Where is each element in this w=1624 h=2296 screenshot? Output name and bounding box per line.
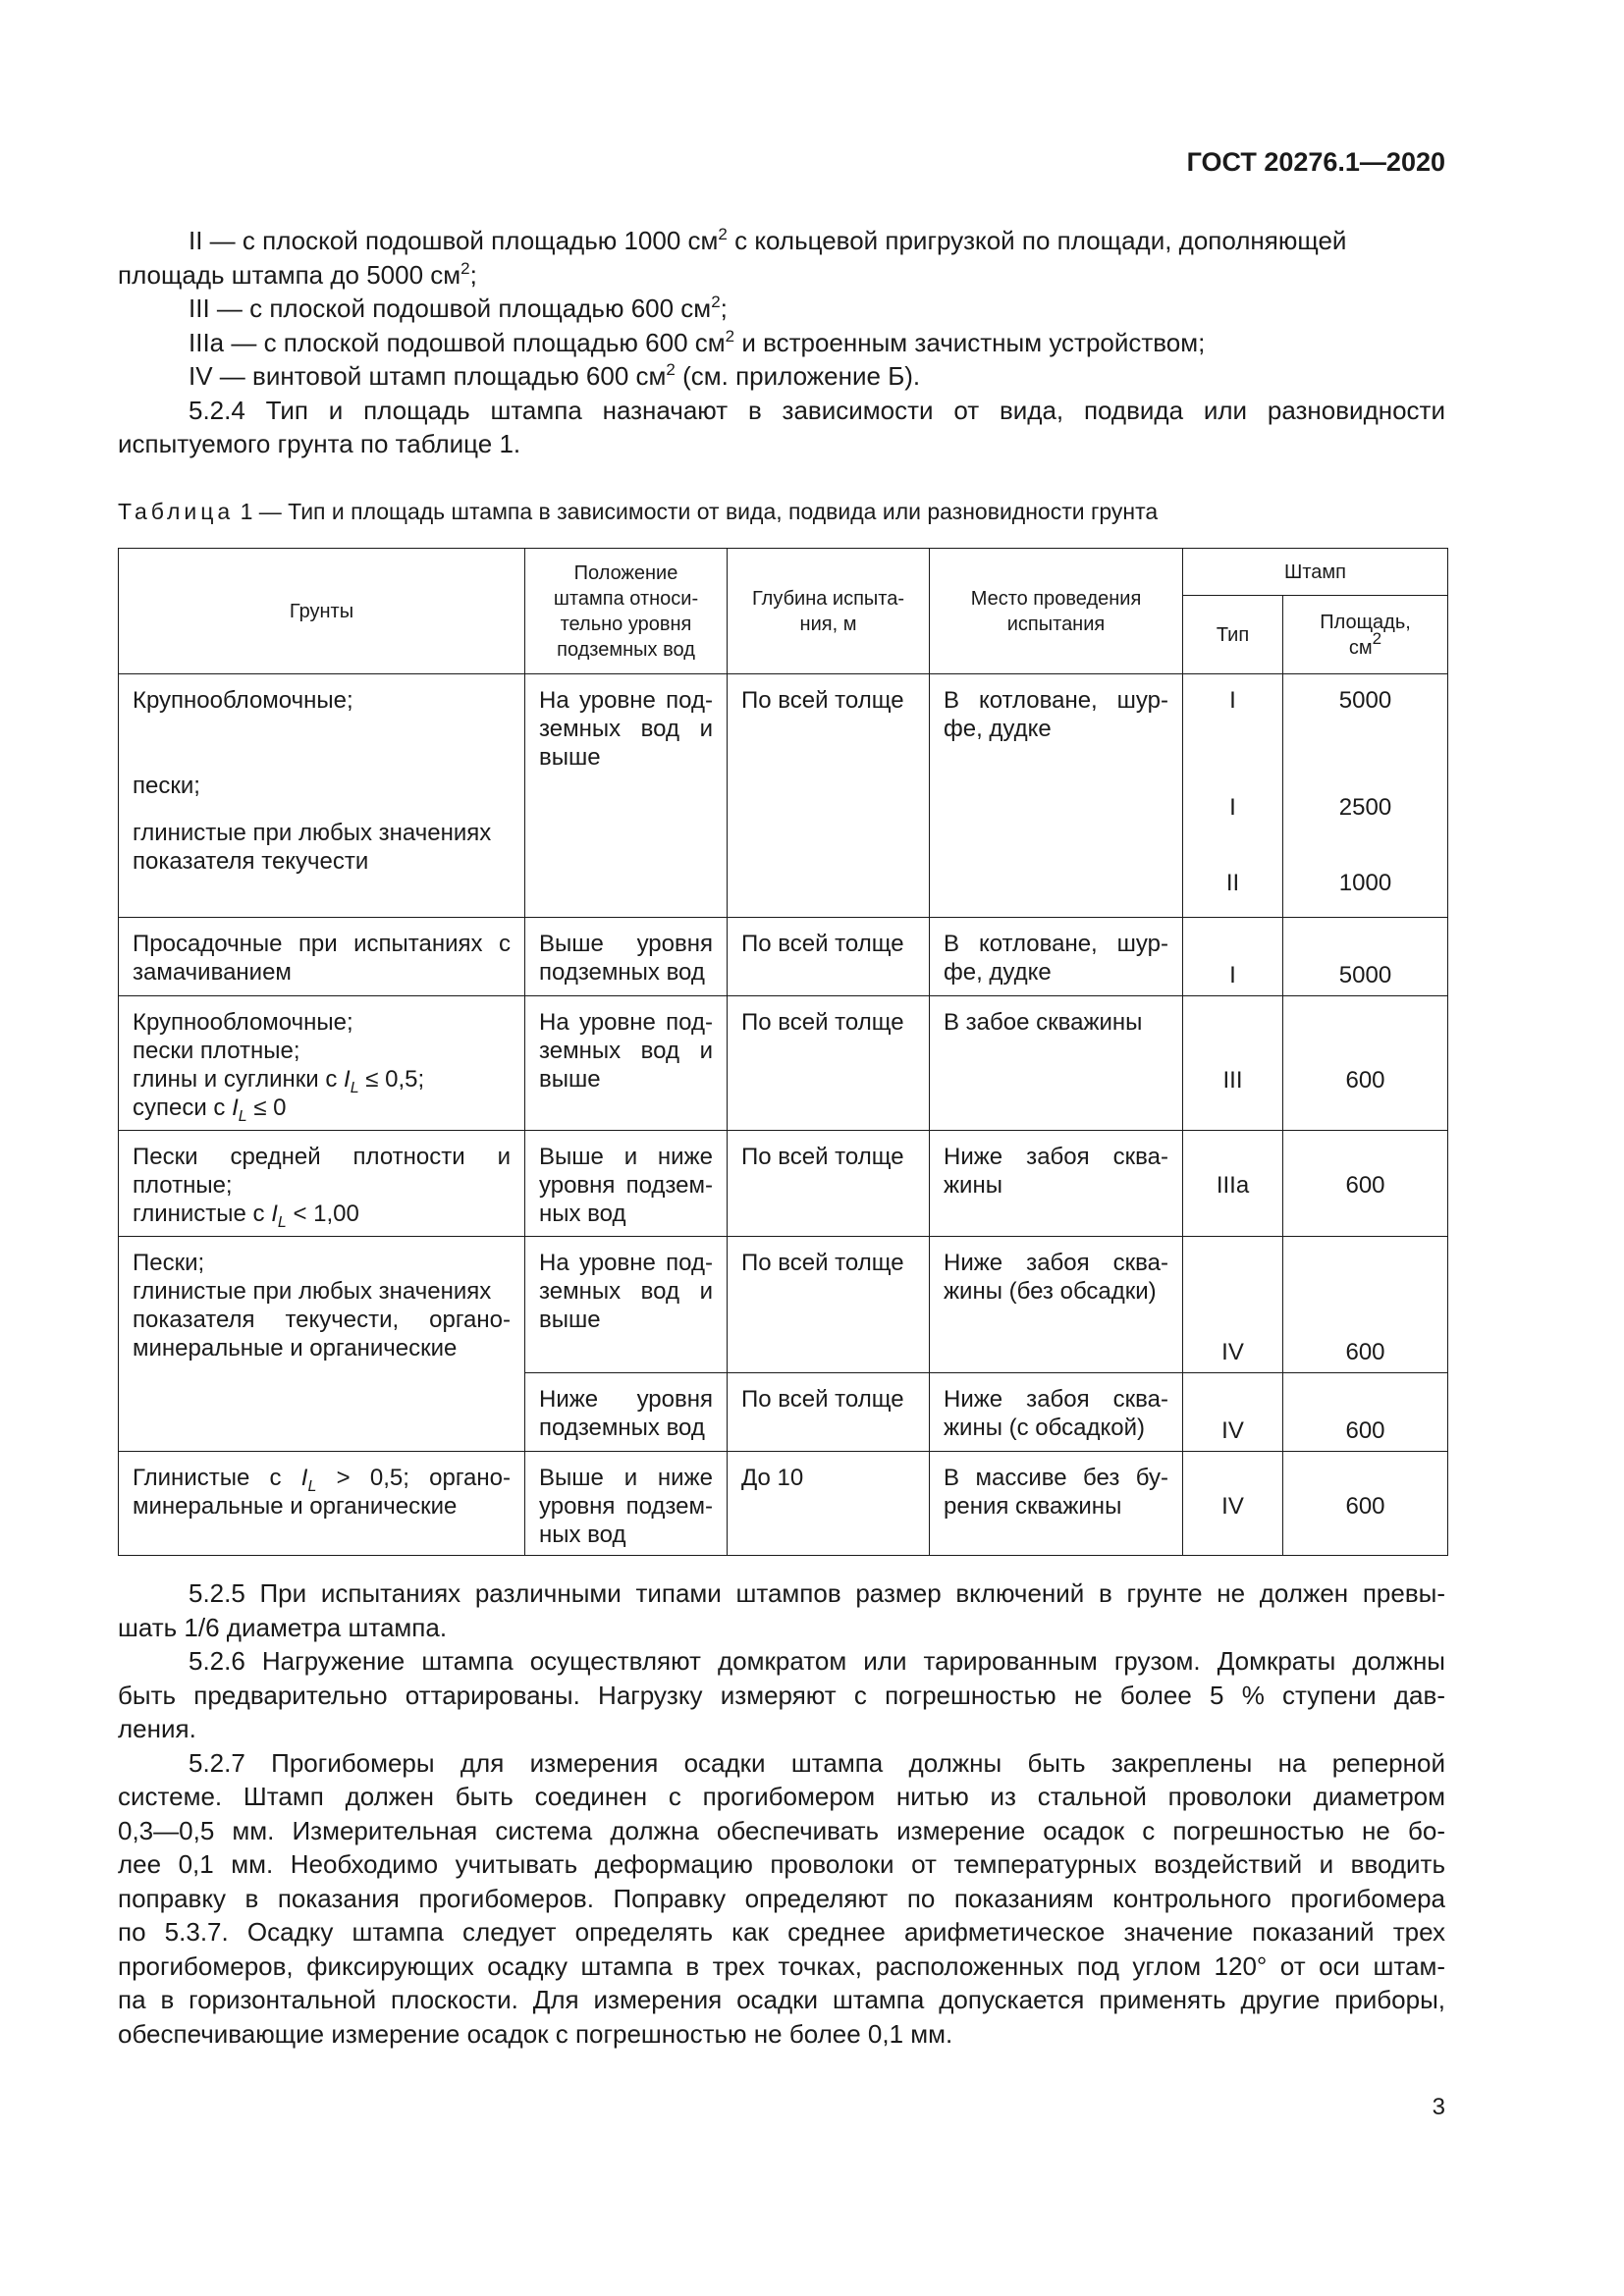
- cell-type: IV: [1221, 1417, 1244, 1444]
- cell-depth: По всей толще: [741, 1386, 904, 1413]
- table-row: [119, 1131, 1448, 1237]
- cell-position: Выше и ниже уровня подзем- ных вод: [539, 1144, 713, 1227]
- cell-position: На уровне под- земных вод и выше: [539, 1009, 713, 1093]
- item-II: II — с плоской подошвой площадью 1000 $см^2$ с кольцевой пригрузкой по площади, дополняющей: [189, 225, 1347, 255]
- paragraph-5-2-7: 5.2.7 Прогибомеры для измерения осадки штампа должны быть закреплены на реперной: [189, 1747, 1445, 1778]
- paragraph-5-2-7-line7: прогибомеров, фиксирующих осадку штампа в трех точках, расположенных под углом 120° от оси штам-: [118, 1950, 1445, 1981]
- header-stamp: Штамп: [1183, 549, 1448, 596]
- table-caption: [118, 499, 1158, 525]
- paragraph-5-2-7-line9: обеспечивающие измерение осадок с погрешностью не более 0,1 мм.: [118, 2018, 953, 2049]
- cell-area: 600: [1345, 1172, 1385, 1199]
- cell-place: В массиве без бу- рения скважины: [944, 1465, 1168, 1520]
- paragraph-5-2-7-line5: поправку в показания прогибомеров. Поправку определяют по показаниям контрольного прогибомера: [118, 1883, 1445, 1913]
- header-position: Положение штампа относи- тельно уровня подземных вод: [525, 549, 728, 674]
- header-area: Площадь, $см^2$: [1283, 596, 1448, 674]
- cell-depth: До 10: [741, 1465, 804, 1491]
- paragraph-5-2-6-line2: быть предварительно оттарированы. Нагрузку измеряют с погрешностью не более 5 % ступени дав-: [118, 1680, 1445, 1710]
- table-row: [119, 918, 1448, 996]
- cell-soil: Крупнообломочные; пески; глинистые при любых значениях показателя текучести: [133, 687, 492, 875]
- cell-type: IV: [1221, 1493, 1244, 1520]
- cell-place: Ниже забоя сква- жины (без обсадки): [944, 1250, 1168, 1305]
- cell-type: IIIa: [1216, 1172, 1250, 1199]
- paragraph-5-2-5-continued: шать 1/6 диаметра штампа.: [118, 1612, 448, 1642]
- header-place: Место проведения испытания: [930, 549, 1183, 674]
- cell-area: 600: [1345, 1493, 1385, 1520]
- cell-area: 600: [1345, 1067, 1385, 1094]
- paragraph-5-2-7-line8: па в горизонтальной плоскости. Для измерения осадки штампа допускается применять другие приборы,: [118, 1985, 1445, 2014]
- header-depth: Глубина испыта- ния, м: [728, 549, 930, 674]
- cell-soil: Глинистые с $I_L > 0,5$; органо- минеральные и органические: [133, 1465, 511, 1520]
- paragraph-5-2-7-line6: по 5.3.7. Осадку штампа следует определять как среднее арифметическое значение показаний трех: [118, 1917, 1445, 1947]
- paragraph-5-2-6: 5.2.6 Нагружение штампа осуществляют домкратом или тарированным грузом. Домкраты должны: [189, 1646, 1445, 1676]
- paragraph-5-2-7-line3: 0,3—0,5 мм. Измерительная система должна обеспечивать измерение осадок с погрешностью не бо-: [118, 1815, 1445, 1845]
- cell-type: III: [1222, 1067, 1243, 1094]
- intro-text: [118, 224, 1445, 461]
- table-caption-label: Таблица: [118, 499, 235, 524]
- cell-position: Выше уровня подземных вод: [539, 931, 713, 986]
- cell-place: В забое скважины: [944, 1009, 1143, 1036]
- cell-place: Ниже забоя сква- жины (с обсадкой): [944, 1386, 1168, 1441]
- body-text: [118, 1576, 1445, 2051]
- page-number: 3: [1432, 2094, 1445, 2120]
- cell-depth: По всей толще: [741, 687, 904, 714]
- cell-area: 600: [1345, 1417, 1385, 1444]
- paragraph-5-2-7-line2: системе. Штамп должен быть соединен с прогибомером нитью из стальной проволоки диаметром: [118, 1782, 1445, 1811]
- cell-soil: Просадочные при испытаниях с замачиванием: [133, 931, 511, 986]
- paragraph-5-2-5: 5.2.5 При испытаниях различными типами штампов размер включений в грунте не должен превы-: [189, 1578, 1445, 1608]
- header-soils: Грунты: [119, 549, 525, 674]
- cell-position: Выше и ниже уровня подзем- ных вод: [539, 1465, 713, 1548]
- cell-area: 600: [1345, 1339, 1385, 1365]
- cell-depth: По всей толще: [741, 1009, 904, 1036]
- paragraph-5-2-4: 5.2.4 Тип и площадь штампа назначают в зависимости от вида, подвида или разновидности: [189, 395, 1445, 425]
- header-type: Тип: [1183, 596, 1283, 674]
- table-row: [119, 996, 1448, 1131]
- cell-place: Ниже забоя сква- жины: [944, 1144, 1168, 1199]
- table-row: [119, 1452, 1448, 1556]
- document-id: ГОСТ 20276.1—2020: [1186, 147, 1445, 177]
- paragraph-5-2-7-line4: лее 0,1 мм. Необходимо учитывать деформацию проволоки от температурных воздействий и вводить: [118, 1849, 1445, 1879]
- cell-position: На уровне под- земных вод и выше: [539, 687, 713, 771]
- cell-type: IV: [1221, 1339, 1244, 1365]
- item-II-continued: площадь штампа до 5000 $см^2$;: [118, 258, 477, 290]
- stamp-table: [118, 548, 1448, 1556]
- paragraph-5-2-4-continued: испытуемого грунта по таблице 1.: [118, 429, 521, 458]
- cell-place: В котловане, шур- фе, дудке: [944, 931, 1168, 986]
- cell-depth: По всей толще: [741, 931, 904, 957]
- item-IV: IV — винтовой штамп площадью 600 $см^2$ (см. приложение Б).: [189, 360, 921, 391]
- cell-area: 5000 2500 1000: [1338, 687, 1392, 896]
- paragraph-5-2-6-line3: ления.: [118, 1714, 196, 1743]
- cell-depth: По всей толще: [741, 1250, 904, 1276]
- item-IIIa: IIIa — с плоской подошвой площадью 600 $см^2$ и встроенным зачистным устройством;: [189, 326, 1206, 357]
- table-row: [119, 674, 1448, 918]
- cell-position: Ниже уровня подземных вод: [539, 1386, 713, 1441]
- cell-soil: Крупнообломочные; пески плотные; глины и суглинки с $I_L \le 0,5$; супеси с $I_L \le 0$: [133, 1009, 425, 1125]
- cell-type: I I II: [1225, 687, 1240, 896]
- item-III: III — с плоской подошвой площадью 600 $см^2$;: [189, 293, 728, 323]
- cell-place: В котловане, шур- фе, дудке: [944, 687, 1168, 742]
- cell-depth: По всей толще: [741, 1144, 904, 1170]
- cell-soil: Пески средней плотности и плотные; глинистые с $I_L < 1,00$: [133, 1144, 511, 1231]
- table-row: [119, 1237, 1448, 1373]
- table-caption-title: 1 — Тип и площадь штампа в зависимости от вида, подвида или разновидности грунта: [234, 499, 1159, 524]
- cell-area: 5000: [1338, 962, 1392, 988]
- cell-soil: Пески; глинистые при любых значениях показателя текучести, органо- минеральные и органические: [133, 1250, 511, 1362]
- cell-type: I: [1229, 962, 1236, 988]
- cell-position: На уровне под- земных вод и выше: [539, 1250, 713, 1333]
